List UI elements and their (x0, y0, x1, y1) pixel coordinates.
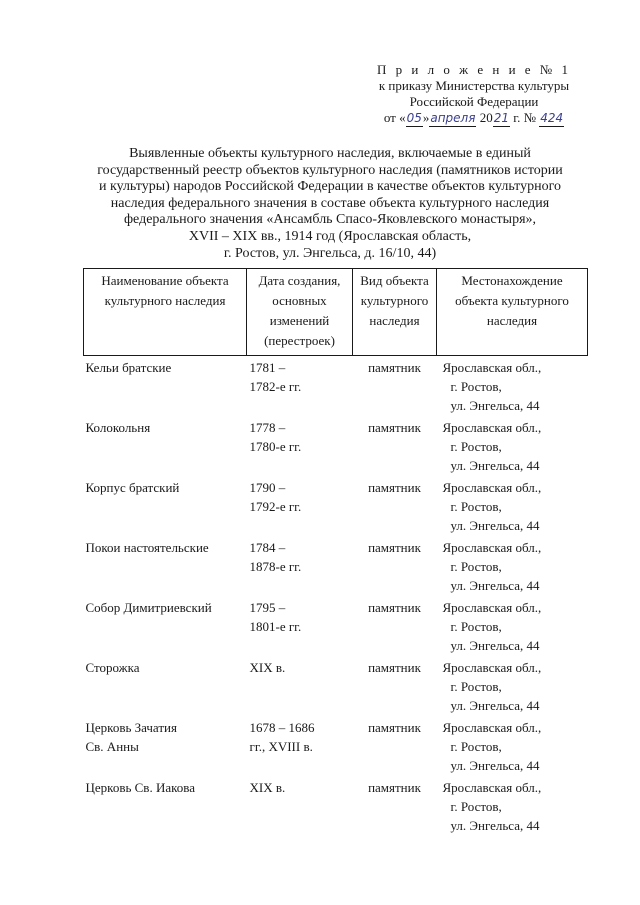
cell-creation-date-line: 1878-е гг. (249, 559, 302, 574)
title-line: XVII – XIX вв., 1914 год (Ярославская область, (188, 228, 472, 244)
cell-creation-date-line: 1782-е гг. (249, 379, 302, 394)
cell-location-line: Ярославская обл., (442, 360, 542, 375)
table-row (84, 596, 588, 656)
cell-location-line: Ярославская обл., (442, 660, 542, 675)
cell-creation-date (247, 476, 353, 536)
cell-location-line: г. Ростов, (450, 799, 502, 814)
cell-object-name-line: Корпус братский (85, 480, 180, 495)
cell-creation-date-line: 1780-е гг. (249, 439, 302, 454)
cell-creation-date-line: XIX в. (249, 780, 286, 795)
cell-location-line: ул. Энгельса, 44 (450, 758, 540, 773)
cell-creation-date-line: XIX в. (249, 660, 286, 675)
cell-object-name-line: Кельи братские (85, 360, 172, 375)
cell-location-line: г. Ростов, (450, 679, 502, 694)
cell-object-name-line: Собор Димитриевский (85, 600, 212, 615)
cell-object-name (84, 716, 247, 776)
table-row (84, 536, 588, 596)
cell-object-kind: памятник (368, 660, 421, 675)
cell-creation-date-line: гг., XVIII в. (249, 739, 313, 754)
appendix-ministry-line: к приказу Министерства культуры (378, 78, 570, 93)
cell-creation-date (247, 656, 353, 716)
order-day-handwritten: 05 (406, 111, 422, 125)
cell-object-name-line: Сторожка (85, 660, 140, 675)
cell-location-line: ул. Энгельса, 44 (450, 818, 540, 833)
order-quote-close: » (422, 110, 430, 125)
cell-location-line: ул. Энгельса, 44 (450, 578, 540, 593)
document-title (80, 146, 580, 262)
cell-object-name (84, 356, 247, 417)
cell-object-kind: памятник (368, 420, 421, 435)
order-number-label: г. № (509, 110, 540, 125)
order-prefix: от « (383, 110, 406, 125)
header-location: Местонахождение объекта культурного наследия (437, 269, 588, 356)
cell-location (437, 536, 588, 596)
cell-location-line: г. Ростов, (450, 439, 502, 454)
cell-location (437, 656, 588, 716)
table-row (84, 656, 588, 716)
table-row (84, 716, 588, 776)
cell-creation-date (247, 776, 353, 836)
cell-location-line: г. Ростов, (450, 739, 502, 754)
cell-creation-date (247, 716, 353, 776)
cell-location (437, 596, 588, 656)
cell-creation-date-line: 1784 – (249, 540, 286, 555)
cell-location-line: ул. Энгельса, 44 (450, 698, 540, 713)
title-line: государственный реестр объектов культурного наследия (памятников истории (97, 162, 563, 178)
cell-creation-date-line: 1781 – (249, 360, 286, 375)
cell-location-line: Ярославская обл., (442, 720, 542, 735)
order-date-number-line (360, 110, 588, 127)
title-line: федерального значения «Ансамбль Спасо-Яковлевского монастыря», (123, 212, 537, 228)
heritage-objects-table (83, 268, 588, 836)
cell-location-line: ул. Энгельса, 44 (450, 638, 540, 653)
cell-object-kind: памятник (368, 780, 421, 795)
cell-location (437, 716, 588, 776)
cell-location-line: Ярославская обл., (442, 600, 542, 615)
cell-location-line: ул. Энгельса, 44 (450, 518, 540, 533)
cell-creation-date-line: 1790 – (249, 480, 286, 495)
cell-object-name (84, 536, 247, 596)
cell-object-name-line: Церковь Зачатия (85, 720, 177, 735)
cell-object-name (84, 776, 247, 836)
cell-object-name-line: Церковь Св. Иакова (85, 780, 195, 795)
cell-location-line: ул. Энгельса, 44 (450, 458, 540, 473)
cell-object-kind: памятник (368, 600, 421, 615)
table-row (84, 416, 588, 476)
order-year-handwritten: 21 (493, 111, 509, 125)
cell-object-kind: памятник (368, 360, 421, 375)
cell-creation-date-line: 1792-е гг. (249, 499, 302, 514)
header-object-kind: Вид объекта культурного наследия (353, 269, 437, 356)
cell-creation-date-line: 1795 – (249, 600, 286, 615)
cell-location (437, 416, 588, 476)
cell-location-line: г. Ростов, (450, 499, 502, 514)
cell-creation-date (247, 356, 353, 417)
cell-creation-date (247, 416, 353, 476)
cell-location-line: Ярославская обл., (442, 480, 542, 495)
cell-creation-date (247, 596, 353, 656)
cell-location-line: Ярославская обл., (442, 420, 542, 435)
cell-creation-date-line: 1678 – 1686 (249, 720, 315, 735)
cell-creation-date-line: 1778 – (249, 420, 286, 435)
cell-object-name (84, 476, 247, 536)
cell-creation-date-line: 1801-е гг. (249, 619, 302, 634)
appendix-title: П р и л о ж е н и е № 1 (377, 62, 571, 77)
cell-object-kind: памятник (368, 540, 421, 555)
order-month-handwritten: апреля (430, 111, 476, 125)
order-number-handwritten: 424 (540, 111, 564, 125)
title-line: наследия федерального значения в составе объекта культурного наследия (110, 195, 550, 211)
order-year-prefix: 20 (479, 110, 493, 125)
table-header-row (84, 269, 588, 356)
cell-location (437, 776, 588, 836)
cell-object-name-line: Колокольня (85, 420, 151, 435)
header-object-name: Наименование объекта культурного наследия (84, 269, 247, 356)
table-row (84, 356, 588, 417)
cell-object-name (84, 416, 247, 476)
title-line: Выявленные объекты культурного наследия, включаемые в единый (129, 146, 531, 161)
cell-location-line: Ярославская обл., (442, 540, 542, 555)
appendix-header (360, 62, 588, 127)
table-row (84, 776, 588, 836)
cell-location-line: ул. Энгельса, 44 (450, 398, 540, 413)
cell-location-line: г. Ростов, (450, 559, 502, 574)
appendix-federation-line: Российской Федерации (409, 94, 539, 109)
header-creation-date: Дата создания, основных изменений (перестроек) (247, 269, 353, 356)
cell-creation-date (247, 536, 353, 596)
cell-object-kind: памятник (368, 720, 421, 735)
cell-object-name (84, 656, 247, 716)
cell-location-line: Ярославская обл., (442, 780, 542, 795)
title-line: и культуры) народов Российской Федерации в качестве объектов культурного (98, 179, 562, 195)
cell-location (437, 476, 588, 536)
title-line: г. Ростов, ул. Энгельса, д. 16/10, 44) (223, 245, 437, 261)
cell-object-name (84, 596, 247, 656)
cell-object-kind: памятник (368, 480, 421, 495)
table-row (84, 476, 588, 536)
cell-object-name-line: Св. Анны (85, 739, 139, 754)
cell-location (437, 356, 588, 417)
cell-object-name-line: Покои настоятельские (85, 540, 209, 555)
cell-location-line: г. Ростов, (450, 379, 502, 394)
cell-location-line: г. Ростов, (450, 619, 502, 634)
